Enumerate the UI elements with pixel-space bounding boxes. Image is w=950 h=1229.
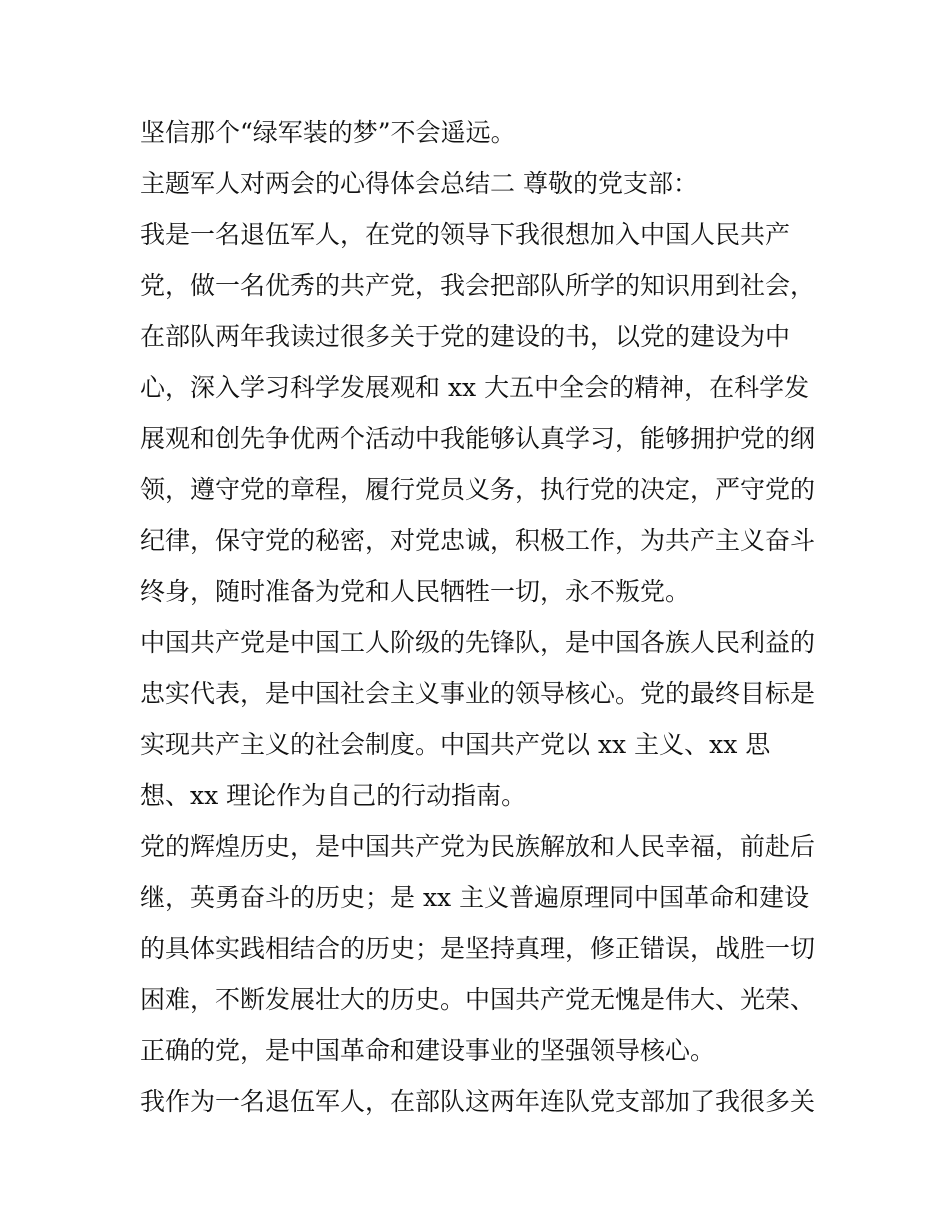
- text-line: 继，英勇奋斗的历史；是 xx 主义普遍原理同中国革命和建设: [140, 883, 810, 912]
- text-line: 党的辉煌历史，是中国共产党为民族解放和人民幸福，前赴后: [140, 832, 816, 861]
- text-line: 困难，不断发展壮大的历史。中国共产党无愧是伟大、光荣、: [140, 985, 816, 1014]
- text-line: 展观和创先争优两个活动中我能够认真学习，能够拥护党的纲: [140, 424, 816, 453]
- document-body: [140, 107, 820, 1127]
- text-line: 纪律，保守党的秘密，对党忠诚，积极工作，为共产主义奋斗: [140, 526, 816, 555]
- text-line: 心，深入学习科学发展观和 xx 大五中全会的精神，在科学发: [140, 373, 810, 402]
- text-line: 正确的党，是中国革命和建设事业的坚强领导核心。: [140, 1036, 716, 1065]
- text-line: 党，做一名优秀的共产党，我会把部队所学的知识用到社会，: [140, 271, 816, 300]
- text-line: 坚信那个“绿军装的梦”不会遥远。: [140, 118, 516, 147]
- text-line: 想、xx 理论作为自己的行动指南。: [140, 781, 527, 810]
- text-line: 终身，随时准备为党和人民牺牲一切，永不叛党。: [140, 577, 691, 606]
- text-line: 领，遵守党的章程，履行党员义务，执行党的决定，严守党的: [140, 475, 816, 504]
- text-line: 主题军人对两会的心得体会总结二 尊敬的党支部：: [140, 169, 698, 198]
- text-line: 在部队两年我读过很多关于党的建设的书，以党的建设为中: [140, 322, 791, 351]
- text-line: 的具体实践相结合的历史；是坚持真理，修正错误，战胜一切: [140, 934, 816, 963]
- text-line: 实现共产主义的社会制度。中国共产党以 xx 主义、xx 思: [140, 730, 771, 759]
- text-line: 我是一名退伍军人，在党的领导下我很想加入中国人民共产: [140, 220, 791, 249]
- text-line: 中国共产党是中国工人阶级的先锋队，是中国各族人民利益的: [140, 628, 816, 657]
- text-line: 忠实代表，是中国社会主义事业的领导核心。党的最终目标是: [140, 679, 816, 708]
- text-line: 我作为一名退伍军人，在部队这两年连队党支部加了我很多关: [140, 1087, 816, 1116]
